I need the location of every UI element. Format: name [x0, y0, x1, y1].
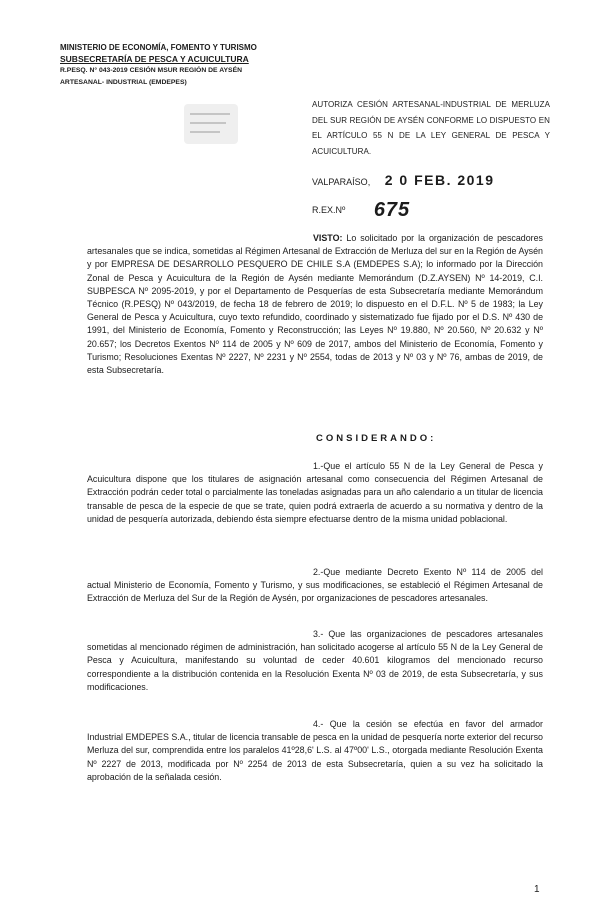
considerando-2 [87, 566, 543, 606]
ministry-name: MINISTERIO DE ECONOMÍA, FOMENTO Y TURISMO [60, 43, 257, 52]
faded-stamp [184, 104, 238, 144]
considerando-heading: CONSIDERANDO: [316, 433, 437, 444]
stamp-mark [190, 122, 226, 124]
considerando-3 [87, 628, 543, 694]
stamp-mark [190, 113, 230, 115]
considerando-text: 3.- Que las organizaciones de pescadores artesanales sometidas al mencionado régimen de administración, han solicitado acogerse al artículo 55 N de la Ley General de Pesca y Acuicultura, manifestando su voluntad de ceder 40.601 kilogramos del mencionado recurso correspondiente a la distribución contenida en la Resolución Exenta Nº 03 de 2019, de esta Subsecretaría, y sus modificaciones. [87, 629, 543, 692]
visto-label: VISTO: [313, 233, 343, 243]
considerando-text: 4.- Que la cesión se efectúa en favor del armador Industrial EMDEPES S.A., titular de licencia transable de pesca en la unidad de pesquería norte exterior del recurso Merluza del sur, comprendida entre los paralelos 41º28,6' L.S. al 47º00' L.S., otorgada mediante Resolución Exenta Nº 2227 de 2013, modificada por Nº 2254 de 2013 de esta Subsecretaría, quien a su vez ha solicitado la aprobación de la señalada cesión. [87, 719, 543, 782]
rex-number: 675 [373, 199, 411, 221]
visto-text: Lo solicitado por la organización de pescadores artesanales que se indica, sometidas al Régimen Artesanal de Extracción de Merluza del sur en la Región de Aysén y por EMPRESA DE DESARROLLO PESQUERO DE CHILE S.A (EMDEPES S.A); lo informado por la Dirección Zonal de Pesca y Acuicultura de la Región de Aysén mediante Memorándum (D.Z.AYSEN) Nº 14-2019, C.I. SUBPESCA Nº 2095-2019, y por el Departamento de Pesquerías de esta Subsecretaría mediante Memorándum Técnico (R.PESQ) Nº 043/2019, de fecha 18 de febrero de 2019; lo dispuesto en el D.F.L. Nº 5 de 1983; la Ley General de Pesca y Acuicultura, cuyo texto refundido, coordinado y sistematizado fue fijado por el D.S. Nº 430 de 1991, del Ministerio de Economía, Fomento y Reconstrucción; las Leyes Nº 19.880, Nº 20.560, Nº 20.632 y Nº 20.657; los Decretos Exentos Nº 114 de 2005 y Nº 609 de 2017, ambos del Ministerio de Economía, Fomento y Turismo; Resoluciones Exentas Nº 2227, Nº 2231 y Nº 2554, todas de 2013 y Nº 03 y Nº 76, ambas de 2019, de esta Subsecretaría. [87, 233, 543, 376]
reference-line-2: ARTESANAL- INDUSTRIAL (EMDEPES) [60, 78, 187, 86]
resolution-topic: AUTORIZA CESIÓN ARTESANAL-INDUSTRIAL DE MERLUZA DEL SUR REGIÓN DE AYSÉN CONFORME LO DISPUESTO EN EL ARTÍCULO 55 N DE LA LEY GENERAL DE PESCA Y ACUICULTURA. [312, 100, 550, 156]
place-date [312, 172, 495, 188]
visto-paragraph [87, 232, 543, 377]
considerando-1 [87, 460, 543, 526]
rex-label: R.EX.Nº [312, 205, 346, 215]
letterhead [60, 42, 300, 88]
stamp-mark [190, 131, 220, 133]
page-number: 1 [534, 884, 540, 895]
subsecretaria-name: SUBSECRETARÍA DE PESCA Y ACUICULTURA [60, 53, 249, 64]
considerando-text: 2.-Que mediante Decreto Exento Nº 114 de 2005 del actual Ministerio de Economía, Fomento y Turismo, y sus modificaciones, se estableció el Régimen Artesanal de Extracción de Merluza del Sur de la Región de Aysén, por organizaciones de pescadores artesanales. [87, 567, 543, 604]
place: VALPARAÍSO, [312, 177, 371, 187]
considerando-text: 1.-Que el artículo 55 N de la Ley General de Pesca y Acuicultura dispone que los titulares de asignación artesanal como consecuencia del Régimen Artesanal de Extracción podrán ceder total o parcialmente las toneladas asignadas para un año calendario a un titular de licencia transable de pesca de la especie de que se trate, quien podrá extraerla de acuerdo a su normativa y dentro de la unidad de pesquería autorizada, debiendo ésta siempre efectuarse dentro de la misma unidad poblacional. [87, 461, 543, 524]
stamped-date: 2 0 FEB. 2019 [384, 172, 495, 188]
resolution-number [312, 196, 410, 219]
considerando-4 [87, 718, 543, 784]
reference-line-1: R.PESQ. N° 043-2019 CESIÓN MSUR REGIÓN DE AYSÉN [60, 67, 243, 74]
